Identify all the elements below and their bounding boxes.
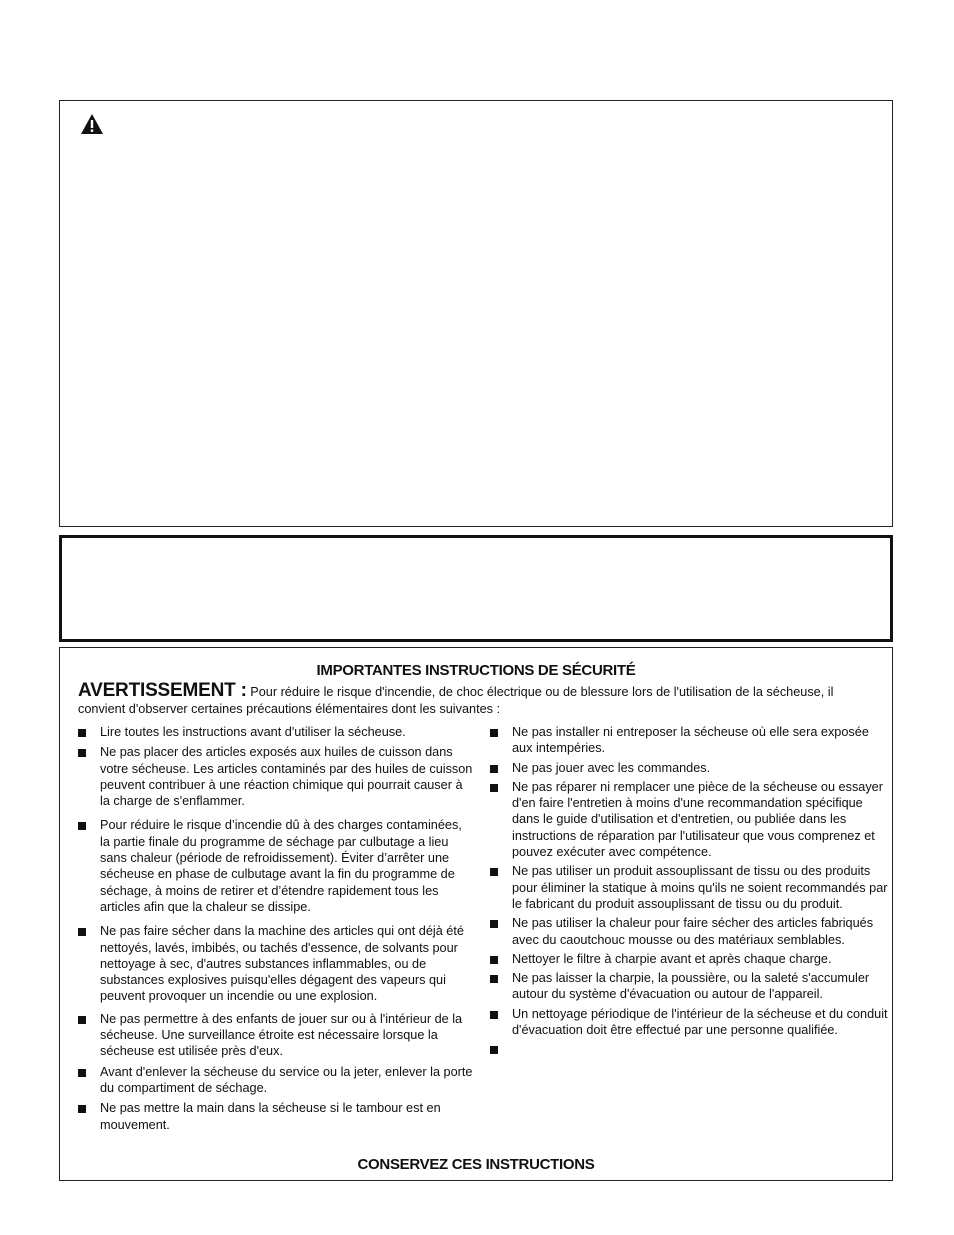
- list-item: Nettoyer le filtre à charpie avant et après chaque charge.: [490, 951, 888, 967]
- warning-lead: AVERTISSEMENT :: [78, 680, 247, 701]
- list-item: Avant d'enlever la sécheuse du service ou la jeter, enlever la porte du compartiment de séchage.: [78, 1064, 473, 1097]
- right-instruction-list: [490, 724, 888, 1060]
- left-instruction-list: [78, 724, 473, 1137]
- list-item: Ne pas jouer avec les commandes.: [490, 760, 888, 776]
- warning-box: [59, 100, 893, 527]
- warning-intro-text: Pour réduire le risque d'incendie, de choc électrique ou de blessure lors de l'utilisation de la sécheuse, il convient d'observer certaines précautions élémentaires dont les suivantes :: [78, 685, 834, 716]
- warning-triangle-icon: [80, 113, 104, 135]
- section-title: IMPORTANTES INSTRUCTIONS DE SÉCURITÉ: [316, 662, 636, 679]
- list-item: Ne pas permettre à des enfants de jouer sur ou à l'intérieur de la sécheuse. Une surveillance étroite est nécessaire lorsque la sécheuse est utilisée près d'eux.: [78, 1011, 473, 1060]
- list-item: Ne pas installer ni entreposer la sécheuse où elle sera exposée aux intempéries.: [490, 724, 888, 757]
- warning-intro: [78, 682, 878, 718]
- list-item: Lire toutes les instructions avant d'utiliser la sécheuse.: [78, 724, 473, 740]
- list-item: Un nettoyage périodique de l'intérieur de la sécheuse et du conduit d'évacuation doit être effectué par une personne qualifiée.: [490, 1006, 888, 1039]
- list-item: Ne pas faire sécher dans la machine des articles qui ont déjà été nettoyés, lavés, imbibés, ou tachés d'essence, de solvants pour nettoyage à sec, d'autres substances inflammables, ou de substances explosives puisqu'elles dégagent des vapeurs qui peuvent provoquer un incendie ou une explosion.: [78, 923, 473, 1004]
- save-instructions-footer: CONSERVEZ CES INSTRUCTIONS: [357, 1156, 595, 1173]
- safety-instructions-box: [59, 647, 893, 1181]
- list-item: Ne pas réparer ni remplacer une pièce de la sécheuse ou essayer d'en faire l'entretien à moins d'une recommandation spécifique dans le guide d'utilisation et d'entretien, ou publiée dans les instructions de réparation par l'utilisateur que vous comprenez et pouvez exécuter avec compétence.: [490, 779, 888, 860]
- list-item-empty: [490, 1041, 888, 1057]
- list-item: Pour réduire le risque d’incendie dû à des charges contaminées, la partie finale du programme de séchage par culbutage a lieu sans chaleur (période de refroidissement). Éviter d’arrêter une sécheuse en phase de culbutage avant la fin du programme de séchage, à moins de retirer et d’étendre rapidement tous les articles afin que la chaleur se dissipe.: [78, 817, 473, 915]
- list-item: Ne pas placer des articles exposés aux huiles de cuisson dans votre sécheuse. Les articles contaminés par des huiles de cuisson peuvent contribuer à une réaction chimique qui pourrait causer à la charge de s'enflammer.: [78, 744, 473, 809]
- notice-box: [59, 535, 893, 642]
- list-item: Ne pas laisser la charpie, la poussière, ou la saleté s'accumuler autour du système d'évacuation ou autour de l'appareil.: [490, 970, 888, 1003]
- list-item: Ne pas mettre la main dans la sécheuse si le tambour est en mouvement.: [78, 1100, 473, 1133]
- list-item: Ne pas utiliser un produit assouplissant de tissu ou des produits pour éliminer la statique à moins qu'ils ne soient recommandés par le fabricant du produit assouplissant de tissu ou du produit.: [490, 863, 888, 912]
- list-item: Ne pas utiliser la chaleur pour faire sécher des articles fabriqués avec du caoutchouc mousse ou des matériaux semblables.: [490, 915, 888, 948]
